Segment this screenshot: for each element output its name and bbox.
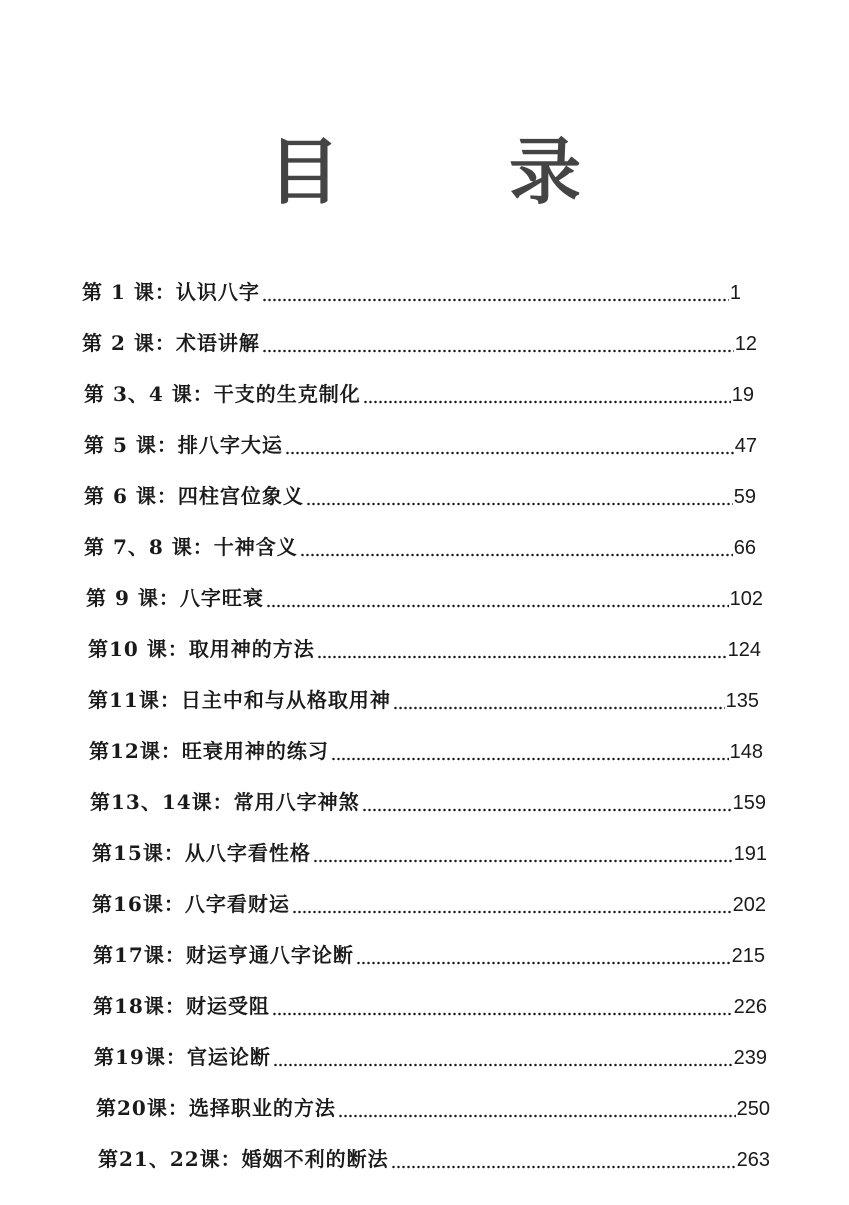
toc-entry-label: 第19课：官运论断 (94, 1045, 271, 1069)
toc-leader-dots (306, 486, 733, 506)
toc-leader-dots (273, 1047, 733, 1067)
toc-entry-label: 第 5 课：排八字大运 (84, 433, 283, 457)
toc-entry-page: 19 (731, 384, 754, 406)
toc-entry (0, 309, 849, 360)
toc-entry-page: 191 (733, 843, 767, 865)
toc-leader-dots (391, 1149, 736, 1169)
toc-entry-label: 第10 课：取用神的方法 (88, 637, 315, 661)
toc-entry-label: 第 2 课：术语讲解 (82, 331, 260, 355)
toc-leader-dots (313, 843, 733, 863)
toc-leader-dots (362, 792, 732, 812)
toc-entry-page: 102 (729, 588, 763, 610)
toc-entry-page: 135 (725, 690, 759, 712)
toc-entry-page: 124 (727, 639, 761, 661)
toc-entry-page: 159 (732, 792, 766, 814)
toc-entry-label: 第21、22课：婚姻不利的断法 (98, 1147, 389, 1171)
toc-entry (0, 921, 849, 972)
toc-entry-label: 第 9 课：八字旺衰 (86, 586, 264, 610)
page-title: 目 录 (267, 130, 654, 214)
toc-leader-dots (272, 996, 733, 1016)
toc-entry-label: 第12课：旺衰用神的练习 (89, 739, 329, 763)
toc-entry-page: 202 (732, 894, 766, 916)
toc-entry-label: 第11课：日主中和与从格取用神 (88, 688, 391, 712)
table-of-contents (0, 258, 849, 1176)
toc-entry (0, 819, 849, 870)
toc-entry-page: 1 (729, 282, 741, 304)
toc-leader-dots (292, 894, 732, 914)
toc-entry (0, 462, 849, 513)
toc-entry-label: 第 7、8 课：十神含义 (84, 535, 298, 559)
toc-entry (0, 360, 849, 411)
toc-entry (0, 1023, 849, 1074)
toc-entry-label: 第 1 课：认识八字 (82, 280, 260, 304)
toc-entry-label: 第13、14课：常用八字神煞 (90, 790, 360, 814)
toc-entry (0, 258, 849, 309)
toc-entry (0, 513, 849, 564)
toc-leader-dots (331, 741, 729, 761)
toc-entry-label: 第 3、4 课：干支的生克制化 (84, 382, 361, 406)
toc-leader-dots (338, 1098, 736, 1118)
toc-entry-page: 263 (736, 1149, 770, 1171)
toc-entry-label: 第15课：从八字看性格 (92, 841, 311, 865)
toc-entry (0, 1125, 849, 1176)
toc-leader-dots (285, 435, 734, 455)
toc-leader-dots (300, 537, 733, 557)
toc-entry (0, 615, 849, 666)
toc-entry (0, 870, 849, 921)
toc-entry-label: 第20课：选择职业的方法 (96, 1096, 336, 1120)
toc-entry-page: 215 (731, 945, 765, 967)
toc-entry (0, 972, 849, 1023)
toc-leader-dots (262, 282, 729, 302)
toc-leader-dots (266, 588, 729, 608)
toc-entry-page: 47 (734, 435, 757, 457)
toc-entry (0, 564, 849, 615)
toc-entry-page: 12 (734, 333, 757, 355)
toc-entry-page: 226 (733, 996, 767, 1018)
toc-entry-page: 66 (733, 537, 756, 559)
toc-entry (0, 666, 849, 717)
toc-leader-dots (393, 690, 725, 710)
toc-entry (0, 768, 849, 819)
toc-leader-dots (317, 639, 727, 659)
toc-entry-page: 148 (729, 741, 763, 763)
toc-entry (0, 1074, 849, 1125)
toc-entry-page: 239 (733, 1047, 767, 1069)
toc-entry-label: 第18课：财运受阻 (93, 994, 270, 1018)
toc-leader-dots (356, 945, 731, 965)
toc-leader-dots (262, 333, 734, 353)
toc-entry-page: 59 (733, 486, 756, 508)
toc-entry (0, 411, 849, 462)
toc-leader-dots (363, 384, 731, 404)
toc-entry-page: 250 (736, 1098, 770, 1120)
toc-entry-label: 第16课：八字看财运 (92, 892, 290, 916)
toc-entry-label: 第 6 课：四柱宫位象义 (84, 484, 304, 508)
toc-entry (0, 717, 849, 768)
toc-entry-label: 第17课：财运亨通八字论断 (93, 943, 354, 967)
